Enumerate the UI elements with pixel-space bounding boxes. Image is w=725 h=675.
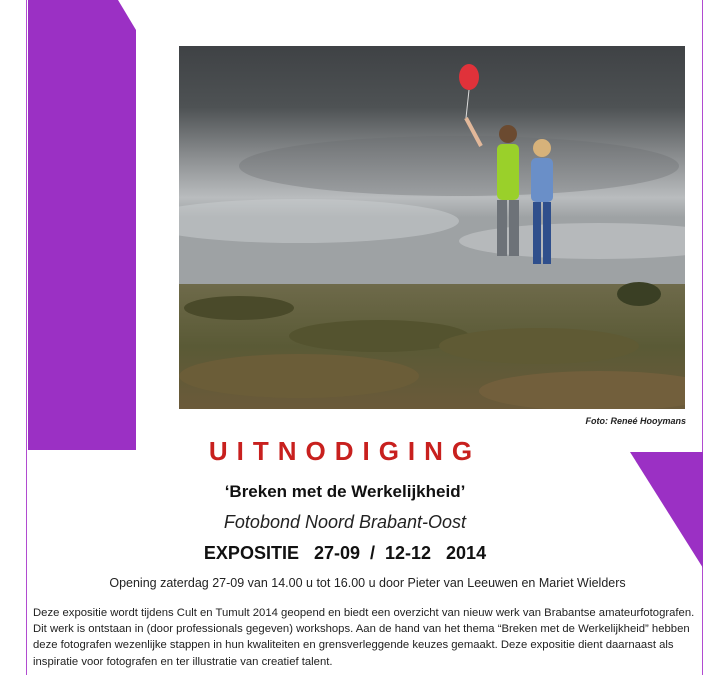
exhibition-dates: EXPOSITIE 27-09 / 12-12 2014 <box>203 543 487 563</box>
opening-info: Opening zaterdag 27-09 van 14.00 u tot 16.00 u door Pieter van Leeuwen en Mariet Wielders <box>109 576 626 590</box>
shrub <box>617 282 661 306</box>
cover-photo <box>179 46 685 409</box>
organization-name: Fotobond Noord Brabant-Oost <box>223 512 467 532</box>
exhibition-subtitle: ‘Breken met de Werkelijkheid’ <box>224 482 466 501</box>
purple-band-left <box>28 0 136 450</box>
shrub <box>179 354 419 398</box>
photo-credit: Foto: Reneé Hooymans <box>585 416 686 426</box>
shrub <box>184 296 294 320</box>
description-paragraph: Deze expositie wordt tijdens Cult en Tumult 2014 geopend en biedt een overzicht van nieuw werk van Brabantse amateurfotografen. Dit werk is ontstaan in (door professionals gegeven) workshops. Aan de hand van het thema “Breken met de Werkelijkheid” hebben deze fotografen wezenlijke stappen in hun kwaliteiten en grensverleggende keuzes gemaakt. Deze expositie dient daarnaast als inspiratie voor fotografen en ter illustratie van creatief talent. <box>33 607 695 668</box>
invitation-title: UITNODIGING <box>208 436 482 466</box>
shrub <box>439 328 639 364</box>
cloud <box>239 136 679 196</box>
description-block <box>33 605 701 670</box>
red-balloon <box>459 64 479 90</box>
